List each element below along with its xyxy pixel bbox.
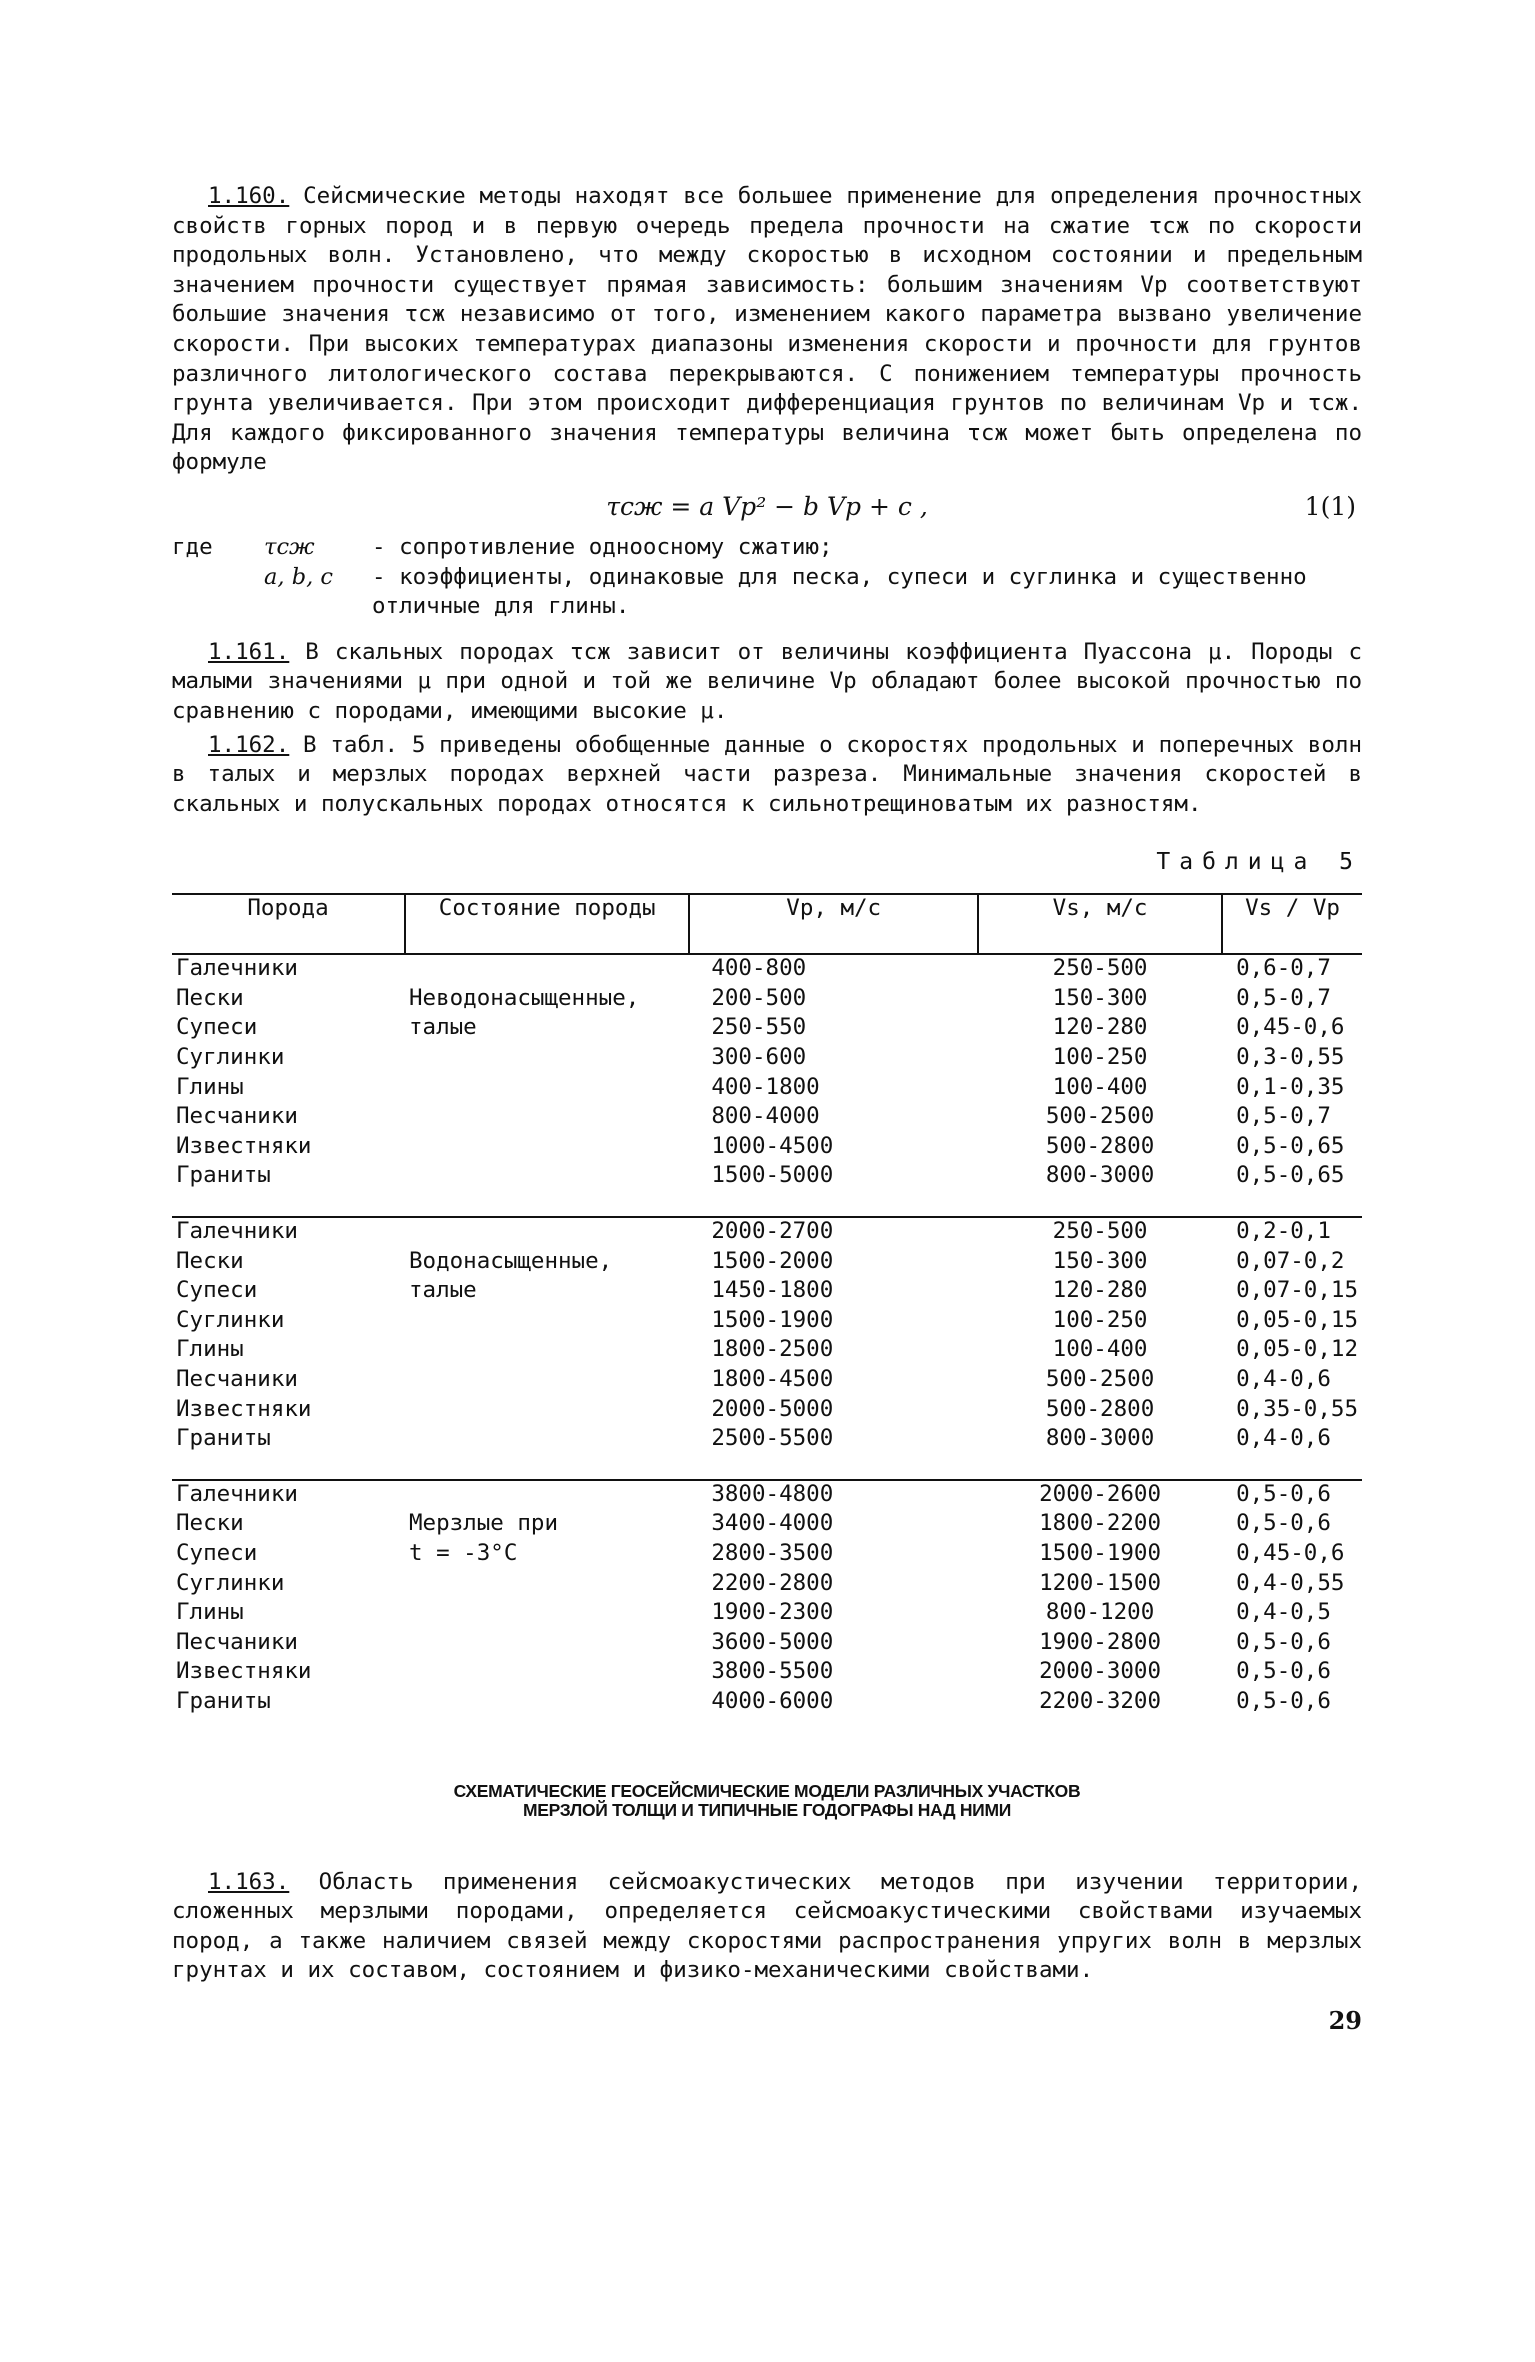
cell-state bbox=[405, 1217, 689, 1248]
cell-ratio: 0,5-0,6 bbox=[1222, 1480, 1362, 1511]
cell-state bbox=[405, 1366, 689, 1396]
cell-rock: Пески bbox=[176, 984, 244, 1011]
cell-rock: Песчаники bbox=[176, 1103, 298, 1130]
cell-vs: 800-3000 bbox=[1045, 1425, 1155, 1452]
velocity-table bbox=[172, 893, 1362, 1717]
cell-ratio: 0,1-0,35 bbox=[1236, 1073, 1345, 1100]
cell-ratio: 0,5-0,65 bbox=[1236, 1132, 1345, 1159]
cell-state bbox=[405, 1570, 689, 1600]
cell-vp: 2800-3500 bbox=[711, 1539, 834, 1566]
cell-vs: 1200-1500 bbox=[1039, 1569, 1162, 1596]
cell-rock: Супеси bbox=[176, 1277, 258, 1304]
cell-rock: Суглинки bbox=[176, 1569, 285, 1596]
cell-vs: 2000-3000 bbox=[1039, 1658, 1162, 1685]
definition-symbol: τсж bbox=[264, 533, 315, 560]
table-row bbox=[172, 1336, 1362, 1366]
cell-rock: Супеси bbox=[176, 1014, 258, 1041]
cell-state: талые bbox=[409, 1014, 477, 1041]
paragraph-text: Сейсмические методы находят все большее применение для определения прочностных свойств горных пород и в первую очередь предела прочности на сжатие τсж по скорости продольных волн. Установлено, что между скоростью в исходном состоянии и предельным значением прочности существует прямая зависимость: большим значениям Vр соответствуют большие значения τсж независимо от того, изменением какого параметра вызвано увеличение скорости. При высоких температурах диапазоны изменения скорости и прочности для грунтов различного литологического состава перекрываются. С понижением температуры прочность грунта увеличивается. При этом происходит дифференциация грунтов по величинам Vр и τсж. Для каждого фиксированного значения температуры величина τсж может быть определена по формуле bbox=[172, 183, 1362, 476]
section-title-line: МЕРЗЛОЙ ТОЛЩИ И ТИПИЧНЫЕ ГОДОГРАФЫ НАД НИМИ bbox=[522, 1799, 1012, 1820]
cell-vs: 150-300 bbox=[1052, 984, 1148, 1011]
cell-rock: Песчаники bbox=[176, 1628, 298, 1655]
cell-ratio: 0,4-0,6 bbox=[1236, 1425, 1331, 1452]
definition-text: - коэффициенты, одинаковые для песка, супеси и суглинка и существенно отличные для глины. bbox=[372, 563, 1307, 620]
table-row bbox=[172, 1217, 1362, 1248]
cell-vp: 250-550 bbox=[711, 1014, 807, 1041]
cell-ratio: 0,05-0,12 bbox=[1236, 1336, 1358, 1363]
paragraph-number: 1.161. bbox=[208, 638, 290, 665]
cell-vs: 100-400 bbox=[1052, 1336, 1148, 1363]
table-row bbox=[172, 1425, 1362, 1455]
cell-vp: 2000-2700 bbox=[689, 1217, 978, 1248]
cell-vp: 400-1800 bbox=[711, 1073, 820, 1100]
cell-ratio: 0,5-0,6 bbox=[1236, 1510, 1331, 1537]
table-row bbox=[172, 1688, 1362, 1718]
formula-expression: τсж = a Vр² − b Vр + c , bbox=[606, 491, 928, 521]
cell-state: талые bbox=[409, 1277, 477, 1304]
cell-rock: Галечники bbox=[172, 1217, 405, 1248]
cell-vs: 1800-2200 bbox=[1039, 1510, 1162, 1537]
table-row bbox=[172, 1248, 1362, 1278]
cell-vs: 2000-2600 bbox=[978, 1480, 1222, 1511]
cell-ratio: 0,4-0,55 bbox=[1236, 1569, 1345, 1596]
cell-vp: 1500-5000 bbox=[711, 1162, 834, 1189]
cell-ratio: 0,2-0,1 bbox=[1222, 1217, 1362, 1248]
cell-vs: 100-250 bbox=[1052, 1306, 1148, 1333]
section-title bbox=[172, 1782, 1362, 1820]
table-row bbox=[172, 1599, 1362, 1629]
cell-vs: 800-3000 bbox=[1045, 1162, 1155, 1189]
cell-state bbox=[405, 1074, 689, 1104]
table-row bbox=[172, 1277, 1362, 1307]
table-row bbox=[172, 1366, 1362, 1396]
table-header-row bbox=[172, 894, 1362, 954]
cell-ratio: 0,5-0,65 bbox=[1236, 1162, 1345, 1189]
definition-row bbox=[172, 563, 1362, 622]
cell-vs: 500-2500 bbox=[1045, 1103, 1155, 1130]
cell-rock: Суглинки bbox=[176, 1044, 285, 1071]
cell-rock: Пески bbox=[176, 1247, 244, 1274]
header-state: Состояние породы bbox=[405, 894, 689, 954]
cell-state: Неводонасыщенные, bbox=[409, 984, 640, 1011]
paragraph-text: Область применения сейсмоакустических методов при изучении территории, сложенных мерзлыми породами, определяется сейсмоакустическими свойствами изучаемых пород, а также наличием связей между скоростями распространения упругих волн в мерзлых грунтах и их составом, состоянием и физико-механическими свойствами. bbox=[172, 1868, 1362, 1984]
cell-vp: 1450-1800 bbox=[711, 1277, 834, 1304]
cell-vp: 2000-5000 bbox=[711, 1395, 834, 1422]
cell-state bbox=[405, 1336, 689, 1366]
cell-vp: 2200-2800 bbox=[711, 1569, 834, 1596]
cell-rock: Известняки bbox=[176, 1658, 312, 1685]
cell-vs: 150-300 bbox=[1052, 1247, 1148, 1274]
paragraph-1-161 bbox=[172, 638, 1362, 727]
formula-definitions bbox=[172, 533, 1362, 622]
table-row bbox=[172, 1629, 1362, 1659]
cell-state bbox=[405, 1480, 689, 1511]
cell-rock: Граниты bbox=[176, 1162, 271, 1189]
cell-ratio: 0,5-0,7 bbox=[1236, 1103, 1331, 1130]
paragraph-text: В скальных породах τсж зависит от величины коэффициента Пуассона μ. Породы с малыми значениями μ при одной и той же величине Vр обладают более высокой прочностью по сравнению с породами, имеющими высокие μ. bbox=[172, 638, 1362, 724]
cell-ratio: 0,3-0,55 bbox=[1236, 1044, 1345, 1071]
definition-label: где bbox=[172, 533, 213, 560]
cell-rock: Известняки bbox=[176, 1132, 312, 1159]
cell-vs: 500-2800 bbox=[1045, 1132, 1155, 1159]
cell-vp: 1000-4500 bbox=[711, 1132, 834, 1159]
cell-ratio: 0,5-0,7 bbox=[1236, 984, 1331, 1011]
cell-state bbox=[405, 1103, 689, 1133]
cell-state bbox=[405, 1396, 689, 1426]
definition-label bbox=[172, 563, 264, 622]
cell-state bbox=[405, 1133, 689, 1163]
cell-ratio: 0,45-0,6 bbox=[1236, 1014, 1345, 1041]
cell-vs: 250-500 bbox=[1052, 955, 1148, 982]
cell-vs: 500-2800 bbox=[1045, 1395, 1155, 1422]
cell-rock: Галечники bbox=[172, 1480, 405, 1511]
cell-rock: Суглинки bbox=[176, 1306, 285, 1333]
cell-vp: 1500-1900 bbox=[711, 1306, 834, 1333]
cell-vs: 100-400 bbox=[1052, 1073, 1148, 1100]
cell-ratio: 0,5-0,6 bbox=[1236, 1687, 1331, 1714]
table-row bbox=[172, 1133, 1362, 1163]
table-body bbox=[172, 954, 1362, 1717]
cell-rock: Глины bbox=[176, 1599, 244, 1626]
table-row bbox=[172, 1480, 1362, 1511]
table-row bbox=[172, 1510, 1362, 1540]
cell-vs: 1900-2800 bbox=[1039, 1628, 1162, 1655]
paragraph-1-162 bbox=[172, 731, 1362, 820]
table-row bbox=[172, 1044, 1362, 1074]
paragraph-number: 1.162. bbox=[208, 731, 290, 758]
table-row bbox=[172, 1103, 1362, 1133]
cell-state bbox=[405, 1599, 689, 1629]
cell-vp: 2500-5500 bbox=[711, 1425, 834, 1452]
cell-rock: Граниты bbox=[176, 1687, 271, 1714]
table-row bbox=[172, 1162, 1362, 1192]
cell-state bbox=[405, 1425, 689, 1455]
cell-vs: 100-250 bbox=[1052, 1044, 1148, 1071]
cell-ratio: 0,4-0,6 bbox=[1236, 1366, 1331, 1392]
cell-vp: 1800-4500 bbox=[711, 1366, 834, 1392]
cell-vp: 1800-2500 bbox=[711, 1336, 834, 1363]
cell-vp: 1900-2300 bbox=[711, 1599, 834, 1626]
paragraph-1-160 bbox=[172, 182, 1362, 478]
group-spacer bbox=[172, 1192, 1362, 1217]
table-row bbox=[172, 1396, 1362, 1426]
cell-state bbox=[405, 1307, 689, 1337]
cell-vp: 3800-5500 bbox=[711, 1658, 834, 1685]
cell-state bbox=[405, 1044, 689, 1074]
cell-ratio: 0,4-0,5 bbox=[1236, 1599, 1331, 1626]
cell-ratio: 0,05-0,15 bbox=[1236, 1306, 1358, 1333]
cell-vs: 2200-3200 bbox=[1039, 1687, 1162, 1714]
cell-vs: 800-1200 bbox=[1045, 1599, 1155, 1626]
cell-rock: Известняки bbox=[176, 1395, 312, 1422]
cell-rock: Супеси bbox=[176, 1539, 258, 1566]
table-row bbox=[172, 985, 1362, 1015]
table-caption: Таблица 5 bbox=[1156, 849, 1362, 876]
cell-rock: Глины bbox=[176, 1073, 244, 1100]
page-number: 29 bbox=[1328, 2005, 1362, 2035]
table-row bbox=[172, 1570, 1362, 1600]
cell-vp: 400-800 bbox=[711, 955, 807, 982]
cell-rock: Глины bbox=[176, 1336, 244, 1363]
cell-state: t = -3°C bbox=[409, 1539, 518, 1566]
header-rock: Порода bbox=[172, 894, 405, 954]
table-row bbox=[172, 1658, 1362, 1688]
header-vs: Vs, м/с bbox=[978, 894, 1222, 954]
paragraph-1-163 bbox=[172, 1868, 1362, 1986]
cell-state: Мерзлые при bbox=[409, 1510, 559, 1537]
cell-rock: Галечники bbox=[176, 955, 298, 982]
cell-vp: 300-600 bbox=[711, 1044, 807, 1071]
header-ratio: Vs / Vр bbox=[1222, 894, 1362, 954]
table-row bbox=[172, 1074, 1362, 1104]
cell-vp: 4000-6000 bbox=[711, 1687, 834, 1714]
cell-vs: 500-2500 bbox=[1045, 1366, 1155, 1392]
cell-state: Водонасыщенные, bbox=[409, 1247, 613, 1274]
table-row bbox=[172, 1307, 1362, 1337]
cell-vs: 120-280 bbox=[1052, 1277, 1148, 1304]
definition-text: - сопротивление одноосному сжатию; bbox=[372, 533, 833, 560]
cell-ratio: 0,5-0,6 bbox=[1236, 1628, 1331, 1655]
cell-state bbox=[405, 1162, 689, 1192]
cell-ratio: 0,35-0,55 bbox=[1236, 1395, 1358, 1422]
cell-rock: Пески bbox=[176, 1510, 244, 1537]
cell-state bbox=[405, 1629, 689, 1659]
section-title-line: СХЕМАТИЧЕСКИЕ ГЕОСЕЙСМИЧЕСКИЕ МОДЕЛИ РАЗЛИЧНЫХ УЧАСТКОВ bbox=[453, 1780, 1081, 1801]
formula bbox=[172, 492, 1362, 521]
definition-symbol: a, b, c bbox=[264, 563, 334, 590]
cell-vp: 200-500 bbox=[711, 984, 807, 1011]
cell-state bbox=[405, 954, 689, 985]
cell-vs: 250-500 bbox=[978, 1217, 1222, 1248]
cell-vp: 3800-4800 bbox=[689, 1480, 978, 1511]
cell-rock: Граниты bbox=[176, 1425, 271, 1452]
paragraph-text: В табл. 5 приведены обобщенные данные о скоростях продольных и поперечных волн в талых и мерзлых породах верхней части разреза. Минимальные значения скоростей в скальных и полускальных породах относятся к сильнотрещиноватым их разностям. bbox=[172, 731, 1362, 817]
cell-vp: 800-4000 bbox=[711, 1103, 820, 1130]
paragraph-number: 1.160. bbox=[208, 183, 290, 209]
header-vp: Vр, м/с bbox=[689, 894, 978, 954]
cell-ratio: 0,5-0,6 bbox=[1236, 1658, 1331, 1685]
table-row bbox=[172, 1014, 1362, 1044]
paragraph-number: 1.163. bbox=[208, 1868, 290, 1895]
cell-vp: 3600-5000 bbox=[711, 1628, 834, 1655]
cell-rock: Песчаники bbox=[176, 1366, 298, 1392]
cell-ratio: 0,07-0,2 bbox=[1236, 1247, 1345, 1274]
definition-row bbox=[172, 533, 1362, 563]
cell-state bbox=[405, 1688, 689, 1718]
cell-vp: 3400-4000 bbox=[711, 1510, 834, 1537]
cell-ratio: 0,6-0,7 bbox=[1236, 955, 1331, 982]
document-page bbox=[172, 182, 1362, 2035]
table-row bbox=[172, 1540, 1362, 1570]
cell-vp: 1500-2000 bbox=[711, 1247, 834, 1274]
cell-vs: 1500-1900 bbox=[1039, 1539, 1162, 1566]
cell-ratio: 0,07-0,15 bbox=[1236, 1277, 1358, 1304]
table-row bbox=[172, 954, 1362, 985]
formula-number: 1(1) bbox=[1304, 491, 1356, 521]
group-spacer bbox=[172, 1455, 1362, 1480]
cell-state bbox=[405, 1658, 689, 1688]
cell-ratio: 0,45-0,6 bbox=[1236, 1539, 1345, 1566]
cell-vs: 120-280 bbox=[1052, 1014, 1148, 1041]
